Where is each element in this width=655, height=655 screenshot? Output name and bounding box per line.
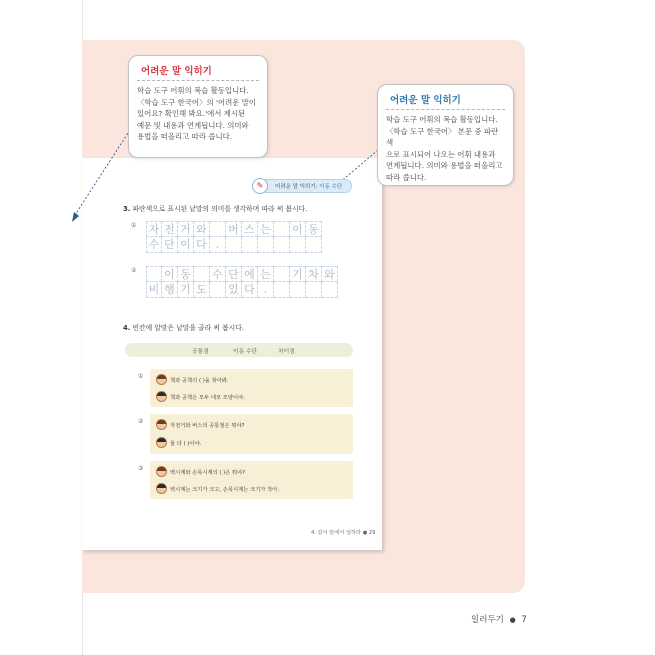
boy-avatar-icon [156, 391, 167, 402]
word-bank-item: 차이점 [278, 349, 295, 355]
dialogue-2-marker: ② [138, 418, 144, 425]
question-4 [123, 322, 244, 332]
grid-cell [274, 282, 290, 298]
grid-cell: 전 [162, 221, 178, 237]
dialogue-text: 둘 다 ( )이야. [170, 441, 202, 447]
tab-topic: 이동 수단 [319, 184, 343, 190]
grid-cell: 행 [162, 282, 178, 298]
dialogue-text: 자전거와 버스의 공통점은 뭐야? [170, 423, 245, 429]
dialogue-text: 책과 공책의 ( )을 찾아봐. [170, 378, 229, 384]
grid-cell [274, 237, 290, 253]
callout-right-title: 어려운 말 익히기 [390, 95, 461, 106]
magnifier-icon: ✎ [252, 178, 268, 194]
girl-avatar-icon [156, 466, 167, 477]
grid-cell [306, 282, 322, 298]
dialogue-text: 벽시계는 크기가 크고, 손목시계는 크기가 작아. [170, 487, 280, 493]
question-3-text: 파란색으로 표시된 낱말의 의미를 생각하며 따라 써 봅시다. [132, 205, 308, 213]
grid-cell: 수 [146, 237, 162, 253]
grid-cell: . [258, 282, 274, 298]
grid-cell [290, 237, 306, 253]
grid-cell [322, 282, 338, 298]
folio-page-number: 7 [521, 615, 527, 625]
dialogue-3-marker: ③ [138, 465, 144, 472]
grid-cell: 기 [178, 282, 194, 298]
writing-grid-2 [146, 266, 338, 298]
grid-cell [258, 237, 274, 253]
grid-cell: 다 [194, 237, 210, 253]
callout-right-line: 으로 표시되어 나오는 어휘 내용과 [386, 149, 496, 159]
grid-cell [306, 237, 322, 253]
tab-label: 어려운 말 익히기: [275, 184, 318, 190]
grid-cell: 이 [290, 221, 306, 237]
grid-cell: 동 [306, 221, 322, 237]
grid-cell: 스 [242, 221, 258, 237]
grid-cell: 는 [258, 266, 274, 282]
folio-dot-icon: ● [509, 616, 516, 624]
grid-2-marker: ② [131, 267, 137, 274]
inner-page-footer: 4. 같이 탄에서 일하라 ● 29 [311, 530, 376, 536]
grid-cell: 버 [226, 221, 242, 237]
question-4-number: 4. [123, 324, 131, 332]
grid-cell [274, 221, 290, 237]
callout-left-line: 예문 및 내용과 연계됩니다. 의미와 [137, 120, 249, 130]
callout-right-line: 따라 씁니다. [386, 172, 427, 182]
callout-right-line: 연계됩니다. 의미와 용법을 떠올리고 [386, 161, 503, 171]
word-bank-item: 공통점 [192, 349, 209, 355]
grid-cell: 단 [226, 266, 242, 282]
grid-cell: 차 [306, 266, 322, 282]
girl-avatar-icon [156, 374, 167, 385]
grid-cell [226, 237, 242, 253]
question-4-text: 빈칸에 알맞은 낱말을 골라 써 봅시다. [132, 324, 244, 332]
callout-right-line: 〈학습 도구 한국어〉 본문 중 파란색 [386, 126, 499, 148]
grid-cell: 자 [146, 221, 162, 237]
grid-cell [146, 266, 162, 282]
section-tab [254, 179, 352, 193]
question-3 [123, 203, 307, 213]
callout-left-line: 학습 도구 어휘의 복습 활동입니다. [137, 86, 249, 95]
grid-cell [194, 266, 210, 282]
grid-cell [274, 266, 290, 282]
grid-cell [210, 282, 226, 298]
boy-avatar-icon [156, 483, 167, 494]
girl-avatar-icon [156, 419, 167, 430]
grid-cell: 는 [258, 221, 274, 237]
grid-cell: 이 [162, 266, 178, 282]
word-bank [125, 343, 353, 357]
dialogue-1-marker: ① [138, 373, 144, 380]
writing-grid-1 [146, 221, 322, 253]
grid-cell: 동 [178, 266, 194, 282]
callout-left-line: 있어요? 확인해 봐요.'에서 제시된 [137, 109, 246, 119]
grid-cell: 에 [242, 266, 258, 282]
page-folio [471, 613, 527, 625]
callout-left [128, 55, 268, 158]
grid-cell: 와 [322, 266, 338, 282]
grid-cell: . [210, 237, 226, 253]
grid-cell: 기 [290, 266, 306, 282]
grid-cell: 도 [194, 282, 210, 298]
grid-cell: 이 [178, 237, 194, 253]
dialogue-box-2 [150, 414, 353, 454]
dialogue-box-1 [150, 369, 353, 407]
callout-left-line: 용법을 떠올리고 따라 씁니다. [137, 132, 233, 142]
callout-left-line: 〈학습 도구 한국어〉의 '어려운 말이 [137, 97, 257, 107]
grid-cell [290, 282, 306, 298]
grid-cell: 수 [210, 266, 226, 282]
folio-label: 일러두기 [471, 615, 504, 625]
grid-1-marker: ① [131, 222, 137, 229]
word-bank-item: 이동 수단 [233, 349, 258, 355]
grid-cell: 비 [146, 282, 162, 298]
grid-cell: 거 [178, 221, 194, 237]
dialogue-box-3 [150, 461, 353, 499]
grid-cell [242, 237, 258, 253]
grid-cell: 단 [162, 237, 178, 253]
callout-right [377, 84, 514, 186]
grid-cell: 있 [226, 282, 242, 298]
grid-cell: 와 [194, 221, 210, 237]
question-3-number: 3. [123, 205, 131, 213]
callout-left-title: 어려운 말 익히기 [141, 66, 212, 77]
grid-cell [210, 221, 226, 237]
dialogue-text: 책과 공책은 모두 네모 모양이야. [170, 395, 245, 401]
dialogue-text: 벽시계와 손목시계의 ( )은 뭐야? [170, 470, 246, 476]
callout-right-line: 학습 도구 어휘의 복습 활동입니다. [386, 115, 498, 124]
grid-cell: 다 [242, 282, 258, 298]
boy-avatar-icon [156, 437, 167, 448]
